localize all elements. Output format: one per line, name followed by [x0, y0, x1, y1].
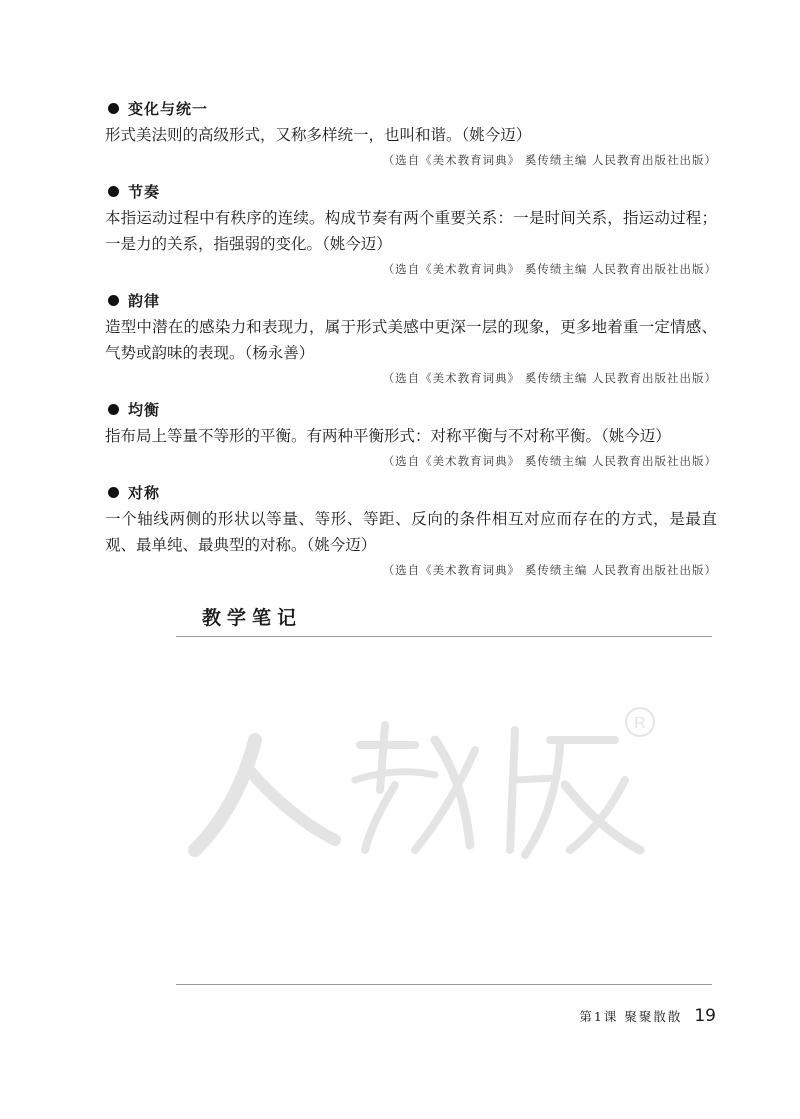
entry-definition: 形式美法则的高级形式，又称多样统一，也叫和谐。（姚今迈） — [105, 126, 532, 144]
glossary-entry — [105, 480, 717, 581]
entry-definition: 指布局上等量不等形的平衡。有两种平衡形式：对称平衡与不对称平衡。（姚今迈） — [105, 427, 671, 445]
glossary-entry — [105, 288, 717, 389]
entry-source: （选自《美术教育词典》 奚传绩主编 人民教育出版社出版） — [382, 371, 717, 385]
entry-definition: 本指运动过程中有秩序的连续。构成节奏有两个重要关系：一是时间关系，指运动过程；一是力的关系，指强弱的变化。（姚今迈） — [105, 209, 717, 253]
entry-title: 均衡 — [128, 400, 161, 419]
teaching-notes-title: 教学笔记 — [202, 607, 303, 629]
entry-title: 变化与统一 — [128, 99, 209, 118]
bullet-icon — [108, 487, 119, 498]
entry-definition: 造型中潜在的感染力和表现力，属于形式美感中更深一层的现象，更多地着重一定情感、气势或韵味的表现。（杨永善） — [105, 318, 717, 362]
bullet-icon — [108, 404, 119, 415]
glossary-entry — [105, 397, 717, 472]
page-number: 19 — [694, 1006, 716, 1026]
entry-heading — [105, 96, 717, 120]
glossary-entry — [105, 96, 717, 171]
notes-top-divider — [176, 636, 712, 637]
glossary-entry — [105, 179, 717, 280]
bullet-icon — [108, 295, 119, 306]
bullet-icon — [108, 186, 119, 197]
entry-heading — [105, 397, 717, 421]
entry-title: 节奏 — [128, 182, 161, 201]
publisher-watermark-logo — [185, 700, 665, 870]
entry-source: （选自《美术教育词典》 奚传绩主编 人民教育出版社出版） — [382, 153, 717, 167]
entry-heading — [105, 288, 717, 312]
notes-bottom-divider — [176, 984, 712, 985]
svg-text:R: R — [634, 715, 646, 732]
entry-source: （选自《美术教育词典》 奚传绩主编 人民教育出版社出版） — [382, 563, 717, 577]
teaching-notes-section — [176, 602, 712, 634]
entry-title: 韵律 — [128, 291, 161, 310]
entry-source: （选自《美术教育词典》 奚传绩主编 人民教育出版社出版） — [382, 454, 717, 468]
lesson-title: 第1课 聚聚散散 — [579, 1009, 683, 1024]
bullet-icon — [108, 103, 119, 114]
entry-heading — [105, 179, 717, 203]
entry-source: （选自《美术教育词典》 奚传绩主编 人民教育出版社出版） — [382, 262, 717, 276]
entry-heading — [105, 480, 717, 504]
entry-definition: 一个轴线两侧的形状以等量、等形、等距、反向的条件相互对应而存在的方式，是最直观、最单纯、最典型的对称。（姚今迈） — [105, 510, 717, 554]
page-footer — [579, 1006, 716, 1026]
glossary-entries — [105, 96, 717, 589]
entry-title: 对称 — [128, 483, 161, 502]
